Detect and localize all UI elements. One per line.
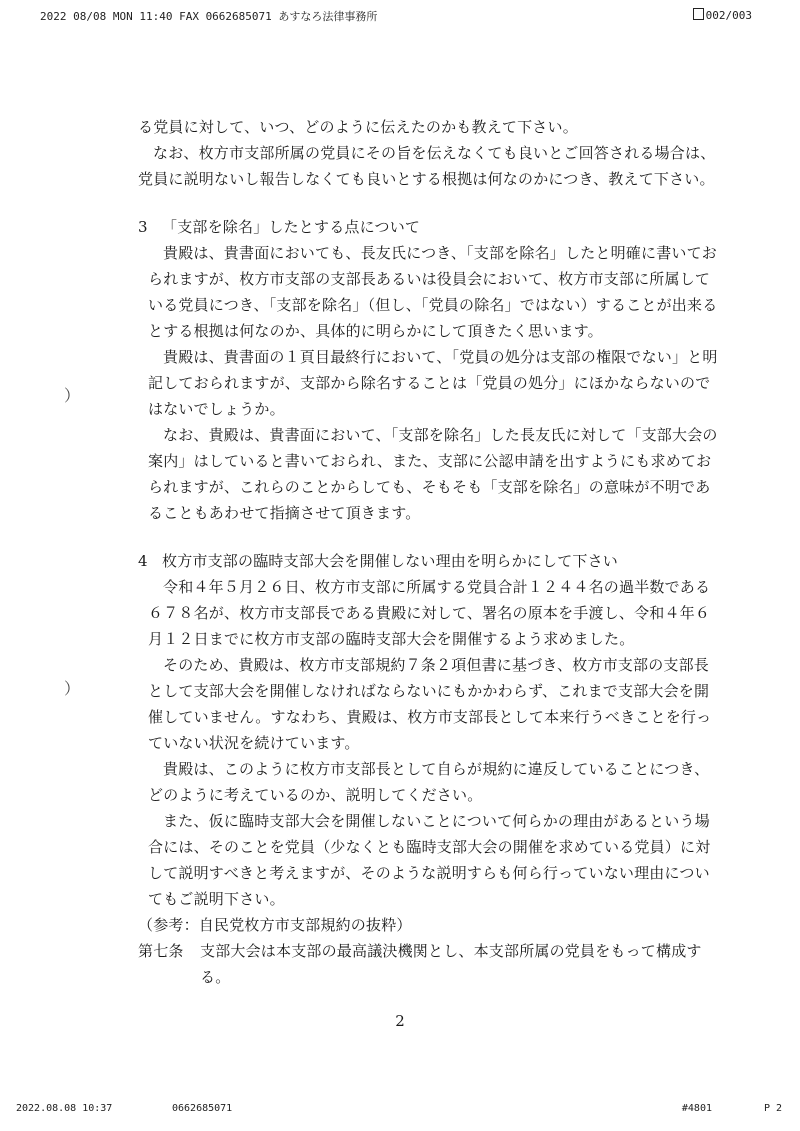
article-label: 第七条 (138, 942, 184, 960)
section-3-number: 3 (138, 218, 148, 236)
fax-header (40, 8, 760, 28)
fax-header-left: 2022 08/08 MON 11:40 FAX 0662685071 あすなろ法律事務所 (40, 10, 378, 23)
fax-footer-page: P 2 (763, 1103, 782, 1114)
margin-mark: ） (64, 679, 81, 698)
fax-header-right (693, 8, 752, 22)
fax-footer-timestamp: 2022.08.08 10:37 (16, 1103, 113, 1114)
section-4-paragraph: 令和４年５月２６日、枚方市支部に所属する党員合計１２４４名の過半数である６７８名が、枚方市支部長である貴殿に対して、署名の原本を手渡し、令和４年６月１２日までに枚方市支部の臨時支部大会を開催するよう求めました。 (148, 578, 711, 648)
section-4-paragraph: また、仮に臨時支部大会を開催しないことについて何らかの理由があるという場合には、そのことを党員（少なくとも臨時支部大会の開催を求めている党員）に対して説明すべきと考えますが、そのような説明すらも何ら行っていない理由についてもご説明下さい。 (148, 812, 711, 908)
fax-page-icon (693, 8, 704, 20)
section-4-heading (138, 548, 724, 574)
continuation-paragraph: なお、枚方市支部所属の党員にその旨を伝えなくても良いとご回答される場合は、党員に説明ないし報告しなくても良いとする根拠は何なのかにつき、教えて下さい。 (138, 144, 716, 188)
section-4-paragraph: そのため、貴殿は、枚方市支部規約７条２項但書に基づき、枚方市支部の支部長として支部大会を開催しなければならないにもかかわらず、これまで支部大会を開催していません。すなわち、貴殿は、枚方市支部長として本来行うべきことを行っていない状況を続けています。 (148, 656, 712, 752)
spacer (138, 192, 724, 214)
reference-heading: （参考：自民党枚方市支部規約の抜粋） (138, 916, 412, 934)
continuation-line: る党員に対して、いつ、どのように伝えたのかも教えて下さい。 (138, 118, 578, 136)
section-4-body (138, 574, 724, 912)
fax-footer-number: 0662685071 (172, 1103, 233, 1114)
spacer (138, 526, 724, 548)
article-text: 支部大会は本支部の最高議決機関とし、本支部所属の党員をもって構成する。 (200, 942, 702, 986)
section-3-body (138, 240, 724, 526)
margin-mark: ） (64, 386, 81, 405)
section-4-number: 4 (138, 552, 148, 570)
section-3-paragraph: 貴殿は、貴書面においても、長友氏につき、「支部を除名」したと明確に書いておられますが、枚方市支部の支部長あるいは役員会において、枚方市支部に所属している党員につき、「支部を除名」（但し、「党員の除名」ではない）することが出来るとする根拠は何なのか、具体的に明らかにして頂きたく思います。 (148, 244, 718, 340)
reference-article (138, 938, 724, 990)
page-number: 2 (395, 1012, 405, 1030)
section-4-title: 枚方市支部の臨時支部大会を開催しない理由を明らかにして下さい (162, 552, 619, 570)
section-3-paragraph: なお、貴殿は、貴書面において、「支部を除名」した長友氏に対して「支部大会の案内」はしていると書いておられ、また、支部に公認申請を出すようにも求めておられますが、これらのことからしても、そもそも「支部を除名」の意味が不明であることもあわせて指摘させて頂きます。 (148, 426, 718, 522)
section-3-heading (138, 214, 724, 240)
document-body (138, 114, 724, 990)
fax-header-page: 002/003 (705, 9, 752, 22)
fax-footer-job: #4801 (681, 1103, 712, 1114)
section-3-title: 「支部を除名」したとする点について (162, 218, 421, 236)
section-4-paragraph: 貴殿は、このように枚方市支部長として自らが規約に違反していることにつき、どのように考えているのか、説明してください。 (148, 760, 710, 804)
section-3-paragraph: 貴殿は、貴書面の１頁目最終行において、「党員の処分は支部の権限でない」と明記しておられますが、支部から除名することは「党員の処分」にほかならないのではないでしょうか。 (148, 348, 718, 418)
